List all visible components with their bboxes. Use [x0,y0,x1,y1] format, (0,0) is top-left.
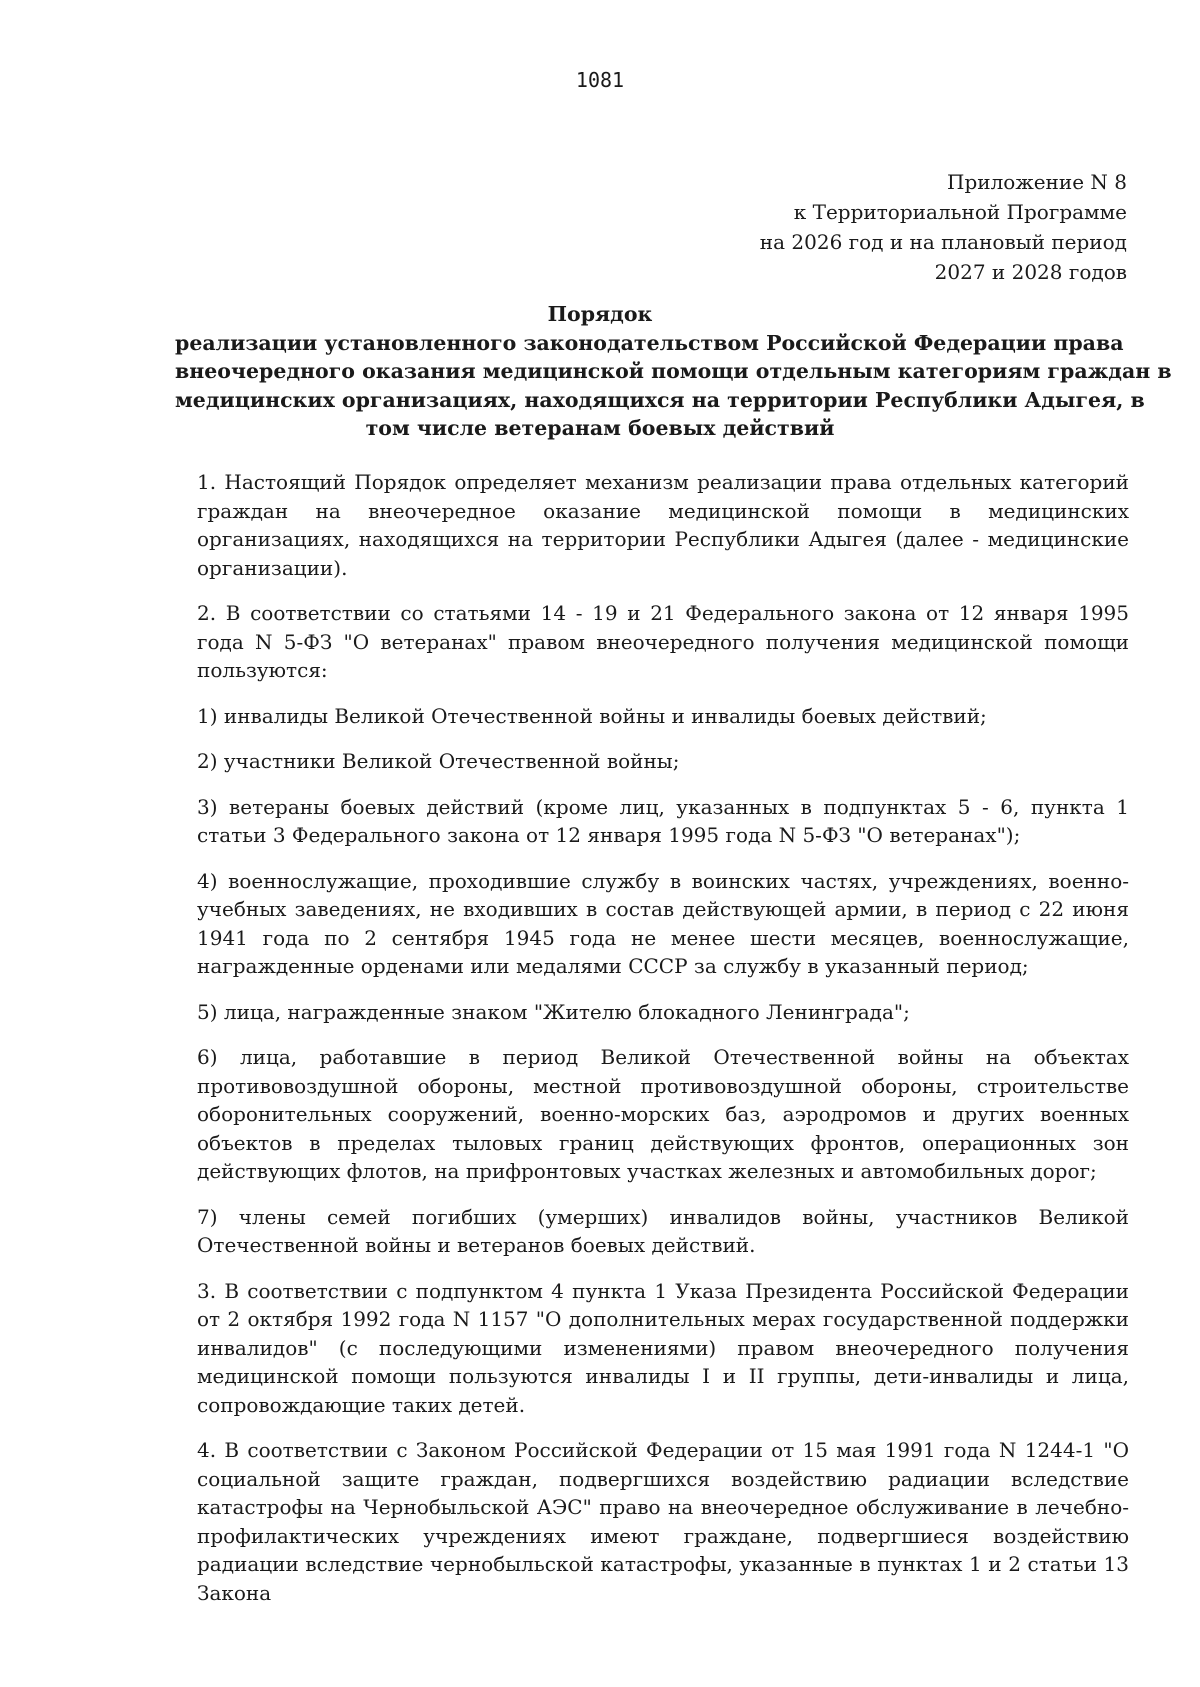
list-item: 3) ветераны боевых действий (кроме лиц, указанных в подпунктах 5 - 6, пункта 1 статьи 3 Федерального закона от 12 января 1995 года N 5-ФЗ "О ветеранах"); [197,794,1129,847]
document-body [197,468,1129,1624]
appendix-header [760,167,1127,287]
list-item: 2) участники Великой Отечественной войны; [197,749,680,773]
page-number: 1081 [575,68,625,92]
list-item: 1) инвалиды Великой Отечественной войны и инвалиды боевых действий; [197,703,987,728]
title-line: внеочередного оказания медицинской помощи отдельным категориям граждан в [175,359,1172,383]
list-item: 5) лица, награжденные знаком "Жителю блокадного Ленинграда"; [197,999,910,1024]
title-line: том числе ветеранам боевых действий [365,416,835,440]
appendix-line: Приложение N 8 [947,170,1127,194]
title-line: медицинских организациях, находящихся на территории Республики Адыгея, в [175,387,1145,412]
list-item: 4) военнослужащие, проходившие службу в воинских частях, учреждениях, военно-учебных заведениях, не входивших в состав действующей армии, в период с 22 июня 1941 года по 2 сентября 1945 года не менее шести месяцев, военнослужащие, награжденные орденами или медалями СССР за службу в указанный период; [197,868,1129,978]
paragraph: 4. В соответствии с Законом Российской Федерации от 15 мая 1991 года N 1244-1 "О социальной защите граждан, подвергшихся воздействию радиации вследствие катастрофы на Чернобыльской АЭС" право на внеочередное обслуживание в лечебно-профилактических учреждениях имеют граждане, подвергшиеся воздействию радиации вследствие чернобыльской катастрофы, указанные в пунктах 1 и 2 статьи 13 Закона [197,1438,1129,1605]
list-item: 7) члены семей погибших (умерших) инвалидов войны, участников Великой Отечественной войны и ветеранов боевых действий. [197,1204,1129,1257]
title-line: Порядок [547,302,653,326]
document-title [175,300,1172,443]
title-line: реализации установленного законодательством Российской Федерации права [175,330,1124,355]
appendix-line: к Территориальной Программе [793,200,1127,224]
paragraph: 1. Настоящий Порядок определяет механизм реализации права отдельных категорий граждан на внеочередное оказание медицинской помощи в медицинских организациях, находящихся на территории Республики Адыгея (далее - медицинские организации). [197,470,1129,580]
paragraph: 3. В соответствии с подпунктом 4 пункта 1 Указа Президента Российской Федерации от 2 октября 1992 года N 1157 "О дополнительных мерах государственной поддержки инвалидов" (с последующими изменениями) правом внеочередного получения медицинской помощи пользуются инвалиды I и II группы, дети-инвалиды и лица, сопровождающие таких детей. [197,1278,1129,1417]
appendix-line: 2027 и 2028 годов [934,260,1127,284]
appendix-line: на 2026 год и на плановый период [759,230,1127,254]
paragraph: 2. В соответствии со статьями 14 - 19 и 21 Федерального закона от 12 января 1995 года N 5-ФЗ "О ветеранах" правом внеочередного получения медицинской помощи пользуются: [197,601,1129,682]
list-item: 6) лица, работавшие в период Великой Отечественной войны на объектах противовоздушной обороны, местной противовоздушной обороны, строительстве оборонительных сооружений, военно-морских баз, аэродромов и других военных объектов в пределах тыловых границ действующих фронтов, операционных зон действующих флотов, на прифронтовых участках железных и автомобильных дорог; [197,1045,1129,1183]
